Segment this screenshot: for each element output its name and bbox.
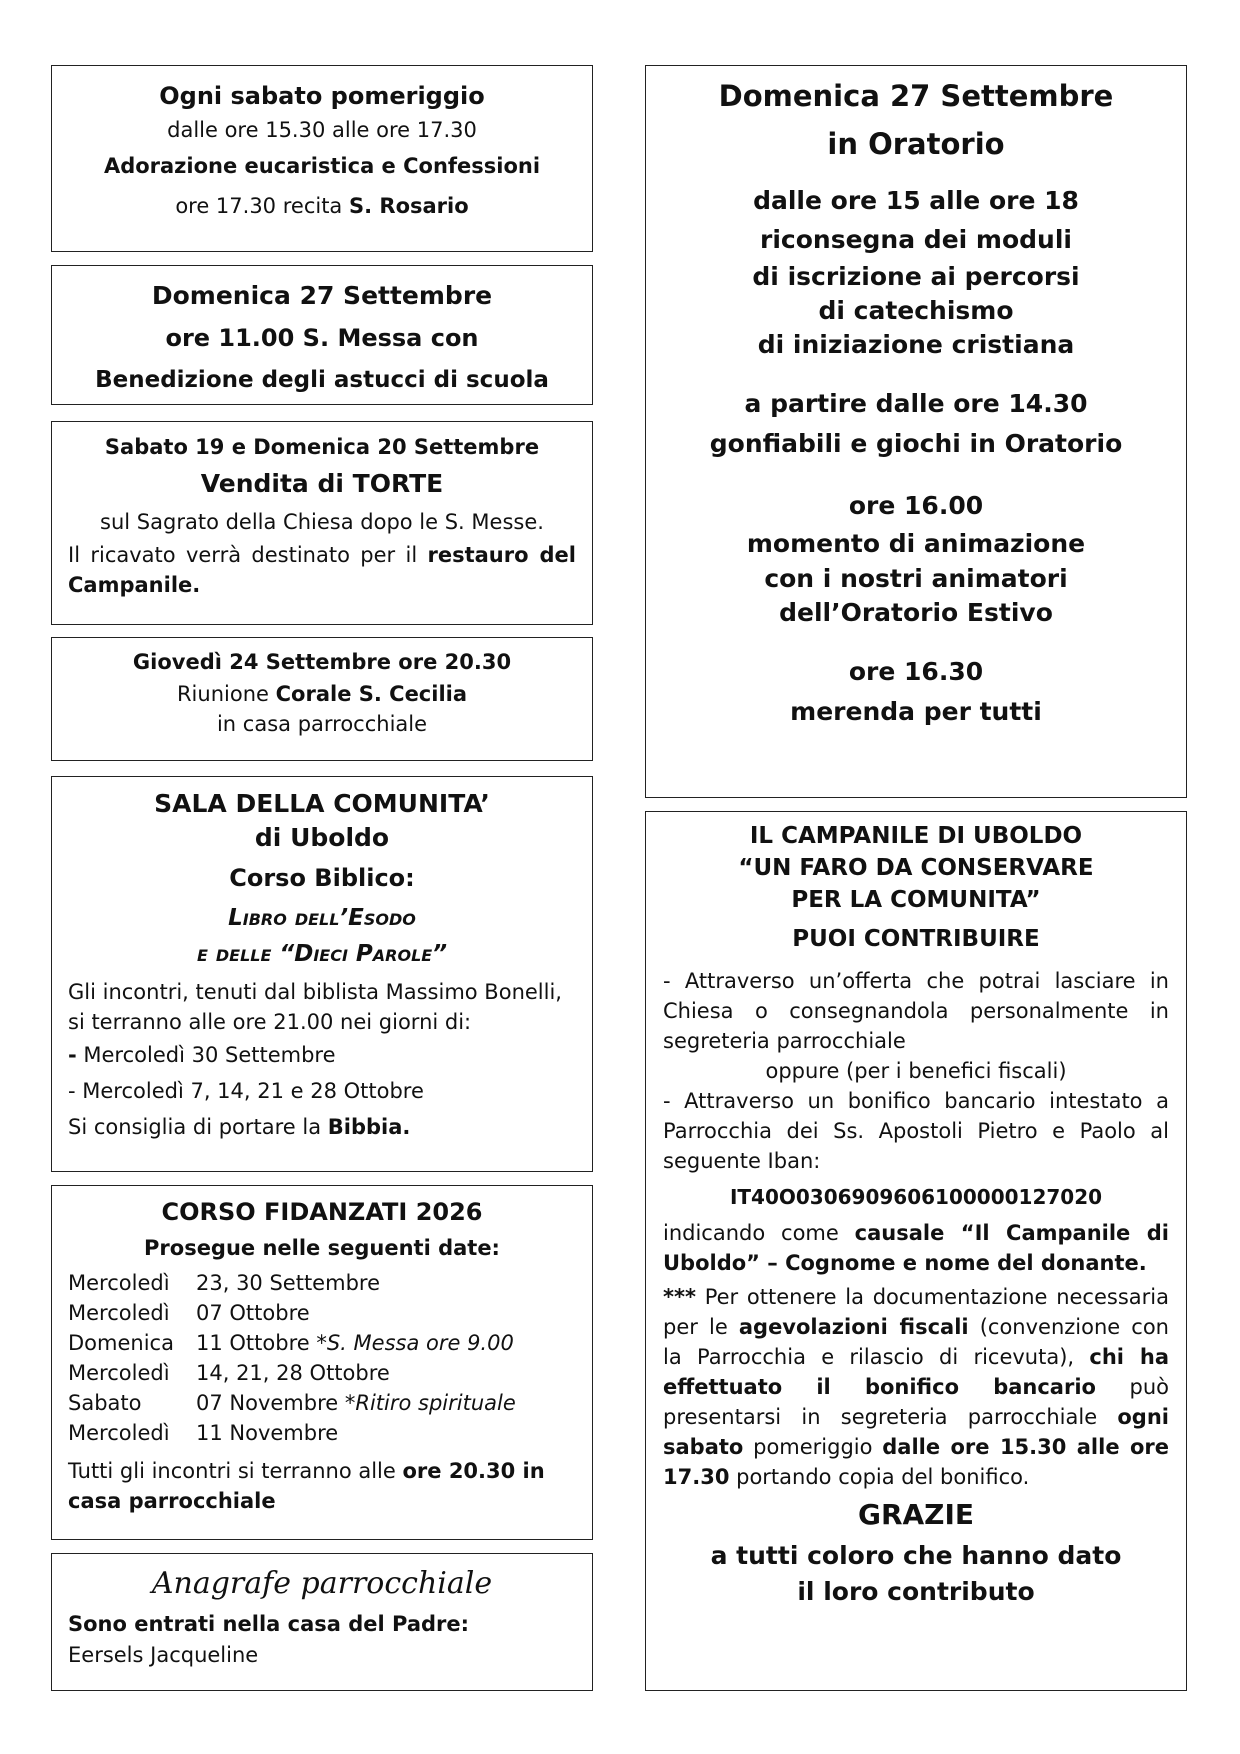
mass-time: ore 11.00 S. Messa con	[165, 324, 479, 352]
couples-schedule	[68, 1268, 576, 1448]
mass-blessing: Benedizione degli astucci di scuola	[95, 367, 549, 393]
saturday-hours: dalle ore 15.30 alle ore 17.30	[167, 118, 477, 142]
box-choir-meeting	[51, 637, 593, 761]
saturday-title: Ogni sabato pomeriggio	[159, 82, 485, 110]
tax-benefit-info	[663, 1282, 1169, 1492]
snack-time: ore 16.30	[848, 657, 984, 686]
schedule-dates: 11 Novembre	[196, 1421, 339, 1445]
schedule-dates: 07 Novembre *	[196, 1391, 356, 1415]
course-date-2: - Mercoledì 7, 14, 21 e 28 Ottobre	[68, 1079, 424, 1103]
oratorio-enrollment: di iscrizione ai percorsi	[752, 262, 1080, 291]
adoration-text: Adorazione eucaristica e Confessioni	[103, 154, 541, 178]
schedule-dates: 07 Ottobre	[196, 1301, 310, 1325]
cake-sale-dates: Sabato 19 e Domenica 20 Settembre	[104, 435, 540, 459]
choir-meeting	[52, 679, 592, 709]
causale-prefix: indicando come	[663, 1221, 839, 1245]
schedule-day: Mercoledì	[68, 1361, 170, 1385]
tax-text-3: può presentarsi in segreteria parrocchiale	[663, 1375, 1169, 1429]
meeting-bold: Corale S. Cecilia	[275, 682, 468, 706]
tax-text-4: pomeriggio	[743, 1435, 873, 1459]
tax-bold-3: ogni sabato	[663, 1405, 1169, 1459]
registry-name: Eersels Jacqueline	[68, 1643, 259, 1667]
schedule-row	[68, 1358, 576, 1388]
community-hall-title: SALA DELLA COMUNITA’	[154, 789, 490, 818]
schedule-day: Mercoledì	[68, 1271, 170, 1295]
box-engaged-couples-course	[51, 1185, 593, 1540]
oratorio-games: gonfiabili e giochi in Oratorio	[709, 429, 1123, 458]
course-date-1	[68, 1037, 576, 1073]
oratorio-date: Domenica 27 Settembre	[718, 79, 1114, 113]
date1-text: Mercoledì 30 Settembre	[76, 1043, 336, 1067]
schedule-row	[68, 1388, 576, 1418]
oratorio-hours: dalle ore 15 alle ore 18	[753, 186, 1079, 215]
cake-sale-place: sul Sagrato della Chiesa dopo le S. Messe.	[100, 510, 544, 534]
schedule-day: Domenica	[68, 1331, 174, 1355]
animation-with: con i nostri animatori	[764, 564, 1068, 593]
advice-prefix: Si consiglia di portare la	[68, 1115, 322, 1139]
causale-bold: causale “Il Campanile di Uboldo” – Cognome e nome del donante.	[663, 1221, 1169, 1275]
oratorio-initiation: di iniziazione cristiana	[757, 330, 1075, 359]
rosary-bold: S. Rosario	[349, 194, 469, 218]
registry-title: Anagrafe parrocchiale	[151, 1566, 493, 1601]
advice-bold: Bibbia.	[327, 1115, 411, 1139]
registry-label: Sono entrati nella casa del Padre:	[68, 1612, 470, 1636]
schedule-day: Mercoledì	[68, 1301, 170, 1325]
schedule-dates: 23, 30 Settembre	[196, 1271, 380, 1295]
thanks-title: GRAZIE	[857, 1498, 975, 1531]
couples-course-subtitle: Prosegue nelle seguenti date:	[144, 1236, 500, 1260]
oratorio-catechism: di catechismo	[818, 296, 1014, 325]
stars: ***	[663, 1285, 696, 1309]
footer-bold: ore 20.30 in casa parrocchiale	[68, 1459, 545, 1513]
schedule-row	[68, 1328, 576, 1358]
donation-offer: - Attraverso un’offerta che potrai lasciare in Chiesa o consegnandola personalmente in segreteria parrocchiale	[663, 969, 1169, 1053]
oratorio-from-time: a partire dalle ore 14.30	[744, 389, 1088, 418]
proceeds-bold: restauro del Campanile.	[68, 543, 576, 597]
schedule-day: Mercoledì	[68, 1421, 170, 1445]
tax-text-1: Per ottenere la documentazione necessaria per le	[663, 1285, 1169, 1339]
footer-prefix: Tutti gli incontri si terranno alle	[68, 1459, 396, 1483]
course-advice	[68, 1109, 576, 1145]
box-bell-tower-donation	[645, 811, 1187, 1691]
rosary-line	[52, 184, 592, 228]
thanks-line-2: il loro contributo	[797, 1577, 1035, 1606]
tax-text-5: portando copia del bonifico.	[729, 1465, 1030, 1489]
cake-sale-proceeds	[68, 540, 576, 600]
thanks-line-1: a tutti coloro che hanno dato	[710, 1541, 1122, 1570]
tax-bold-1: agevolazioni fiscali	[738, 1315, 969, 1339]
campanile-subtitle: PUOI CONTRIBUIRE	[792, 926, 1040, 952]
proceeds-prefix: Il ricavato verrà destinato per il	[68, 543, 418, 567]
couples-footer	[68, 1456, 576, 1516]
schedule-note: S. Messa ore 9.00	[326, 1331, 514, 1355]
animation-time: ore 16.00	[848, 491, 984, 520]
oratorio-place: in Oratorio	[827, 127, 1005, 161]
book-title-1: Libro dell’Esodo	[228, 905, 416, 931]
community-hall-subtitle: di Uboldo	[254, 823, 390, 852]
date1-dash: -	[68, 1043, 77, 1067]
choir-date: Giovedì 24 Settembre ore 20.30	[132, 650, 512, 674]
campanile-title-2: “UN FARO DA CONSERVARE	[738, 855, 1094, 881]
course-description: Gli incontri, tenuti dal biblista Massimo Bonelli, si terranno alle ore 21.00 nei giorni di:	[68, 980, 562, 1034]
campanile-title-1: IL CAMPANILE DI UBOLDO	[749, 823, 1083, 849]
box-saturday-adoration	[51, 65, 593, 252]
tax-bold-4: dalle ore 15.30 alle ore 17.30	[663, 1435, 1170, 1489]
choir-place: in casa parrocchiale	[216, 712, 428, 736]
donation-transfer: - Attraverso un bonifico bancario intestato a Parrocchia dei Ss. Apostoli Pietro e Paolo al seguente Iban:	[663, 1089, 1169, 1173]
couples-course-title: CORSO FIDANZATI 2026	[161, 1198, 483, 1226]
tax-text-2: (convenzione con la Parrocchia e rilascio di ricevuta),	[663, 1315, 1169, 1369]
cake-sale-title: Vendita di TORTE	[200, 469, 444, 498]
box-bible-course	[51, 776, 593, 1172]
campanile-title-3: PER LA COMUNITA”	[791, 887, 1041, 913]
snack-text: merenda per tutti	[790, 697, 1042, 726]
donation-causale	[663, 1218, 1169, 1278]
animation-oratorio: dell’Oratorio Estivo	[779, 598, 1053, 627]
book-title-2: e delle “Dieci Parole”	[196, 941, 448, 967]
donation-iban: IT40O0306909606100000127020	[729, 1185, 1103, 1209]
schedule-dates: 14, 21, 28 Ottobre	[196, 1361, 390, 1385]
oratorio-return-forms: riconsegna dei moduli	[760, 225, 1072, 254]
rosary-prefix: ore 17.30 recita	[175, 194, 343, 218]
schedule-day: Sabato	[68, 1391, 142, 1415]
bible-course-label: Corso Biblico:	[229, 864, 415, 892]
schedule-row	[68, 1298, 576, 1328]
donation-or: oppure (per i benefici fiscali)	[765, 1059, 1067, 1083]
meeting-prefix: Riunione	[176, 682, 269, 706]
schedule-dates: 11 Ottobre *	[196, 1331, 327, 1355]
schedule-row	[68, 1418, 576, 1448]
box-cake-sale	[51, 421, 593, 625]
box-sunday-mass	[51, 265, 593, 405]
box-oratorio-event	[645, 65, 1187, 798]
animation-text: momento di animazione	[746, 529, 1086, 558]
schedule-note: Ritiro spirituale	[355, 1391, 516, 1415]
box-parish-registry	[51, 1553, 593, 1691]
tax-bold-2: chi ha effettuato il bonifico bancario	[663, 1345, 1169, 1399]
schedule-row	[68, 1268, 576, 1298]
mass-date: Domenica 27 Settembre	[151, 281, 493, 310]
